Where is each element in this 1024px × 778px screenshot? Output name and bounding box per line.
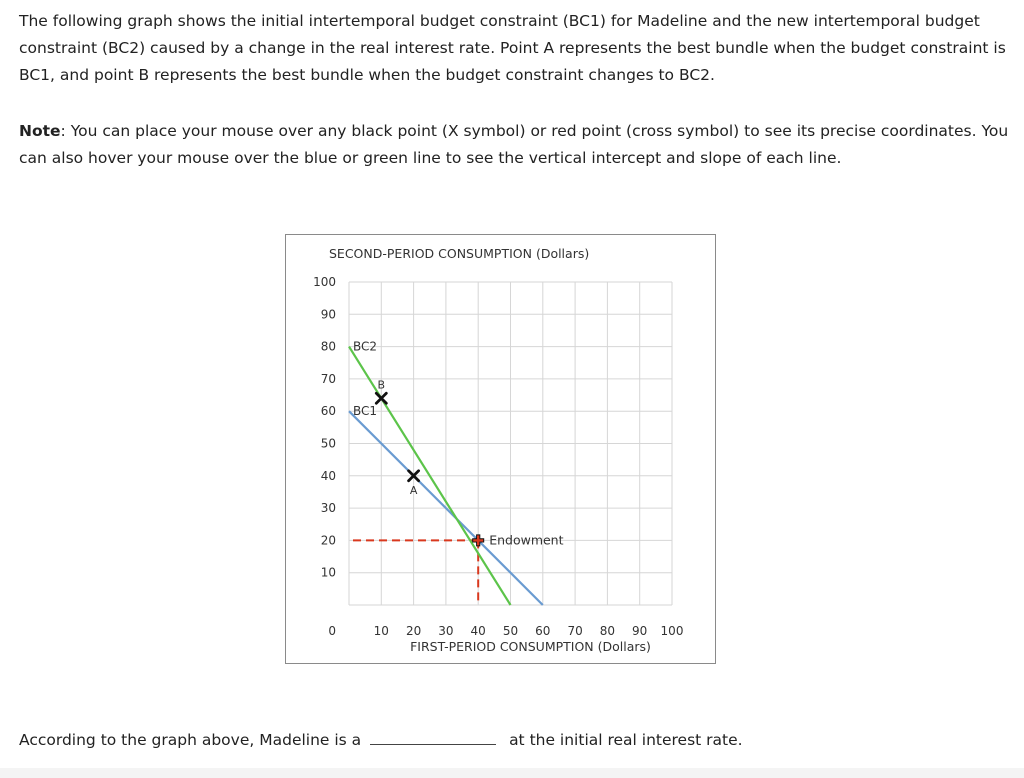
y-tick-label-0: 0 (328, 624, 336, 638)
x-tick-label-30: 30 (438, 624, 454, 638)
point-a-label: A (409, 483, 418, 497)
y-tick-label-80: 80 (320, 339, 336, 354)
y-tick-label-10: 10 (320, 565, 336, 580)
y-tick-label-50: 50 (320, 436, 336, 451)
x-tick-label-100: 100 (660, 624, 684, 638)
series-label-bc1: BC1 (353, 404, 378, 419)
point-endowment-label: Endowment (489, 532, 564, 548)
y-tick-label-60: 60 (320, 404, 336, 419)
y-tick-label-40: 40 (320, 468, 336, 483)
x-tick-label-60: 60 (535, 624, 551, 638)
x-tick-label-80: 80 (599, 624, 616, 638)
question-line (19, 726, 743, 752)
x-tick-label-90: 90 (632, 624, 648, 638)
note-text: : You can place your mouse over any black point (X symbol) or red point (cross symbol) to see its precise coordinates. You can also hover your mouse over the blue or green line to see the vertical intercept and slope of each line. (19, 122, 1009, 167)
note-label: Note (19, 122, 61, 140)
y-tick-label-70: 70 (320, 371, 336, 386)
x-tick-label-40: 40 (470, 624, 486, 638)
chart-container (285, 234, 716, 664)
x-tick-label-20: 20 (405, 624, 422, 638)
series-label-bc2: BC2 (353, 339, 378, 354)
answer-blank[interactable] (370, 726, 496, 745)
x-axis-title: FIRST-PERIOD CONSUMPTION (Dollars) (410, 639, 651, 654)
x-tick-label-70: 70 (567, 624, 583, 638)
question-suffix: at the initial real interest rate. (509, 731, 743, 749)
x-tick-label-10: 10 (373, 624, 389, 638)
point-b-label: B (377, 378, 386, 392)
intro-paragraph: The following graph shows the initial intertemporal budget constraint (BC1) for Madeline and the new intertemporal budget constraint (BC2) caused by a change in the real interest rate. Point A represents the best bundle when the budget constraint is BC1, and point B represents the best bundle when the budget constraint changes to BC2. (19, 12, 1006, 84)
y-tick-label-30: 30 (320, 501, 336, 516)
question-prefix: According to the graph above, Madeline is a (19, 731, 362, 749)
y-axis-title: SECOND-PERIOD CONSUMPTION (Dollars) (329, 246, 590, 261)
bottom-strip (0, 768, 1024, 778)
y-tick-label-90: 90 (320, 307, 336, 322)
x-tick-label-50: 50 (502, 624, 519, 638)
budget-constraint-chart (286, 235, 717, 665)
y-tick-label-20: 20 (320, 533, 336, 548)
note-paragraph (19, 118, 1009, 172)
y-tick-label-100: 100 (313, 275, 336, 289)
